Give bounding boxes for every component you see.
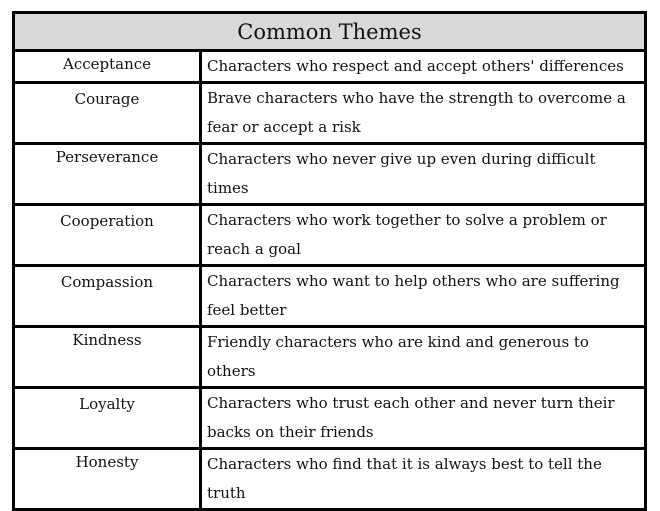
theme-description: Characters who trust each other and never turn their backs on their friends (201, 388, 646, 449)
theme-name: Compassion (14, 266, 201, 327)
theme-description: Brave characters who have the strength to overcome a fear or accept a risk (201, 83, 646, 144)
table-row (14, 51, 646, 83)
theme-description: Characters who never give up even during difficult times (201, 144, 646, 205)
table-row (14, 83, 646, 144)
table-row (14, 388, 646, 449)
theme-description: Friendly characters who are kind and generous to others (201, 327, 646, 388)
table-title: Common Themes (14, 13, 646, 51)
theme-name: Kindness (14, 327, 201, 388)
table-row (14, 327, 646, 388)
theme-description: Characters who respect and accept others' differences (201, 51, 646, 83)
theme-name: Honesty (14, 449, 201, 510)
theme-name: Loyalty (14, 388, 201, 449)
theme-name: Courage (14, 83, 201, 144)
theme-name: Perseverance (14, 144, 201, 205)
table-row (14, 205, 646, 266)
theme-description: Characters who work together to solve a problem or reach a goal (201, 205, 646, 266)
theme-description: Characters who find that it is always best to tell the truth (201, 449, 646, 510)
theme-description: Characters who want to help others who are suffering feel better (201, 266, 646, 327)
table-row (14, 266, 646, 327)
theme-name: Cooperation (14, 205, 201, 266)
table-row (14, 449, 646, 510)
theme-name: Acceptance (14, 51, 201, 83)
common-themes-table (12, 11, 647, 511)
table-row (14, 144, 646, 205)
